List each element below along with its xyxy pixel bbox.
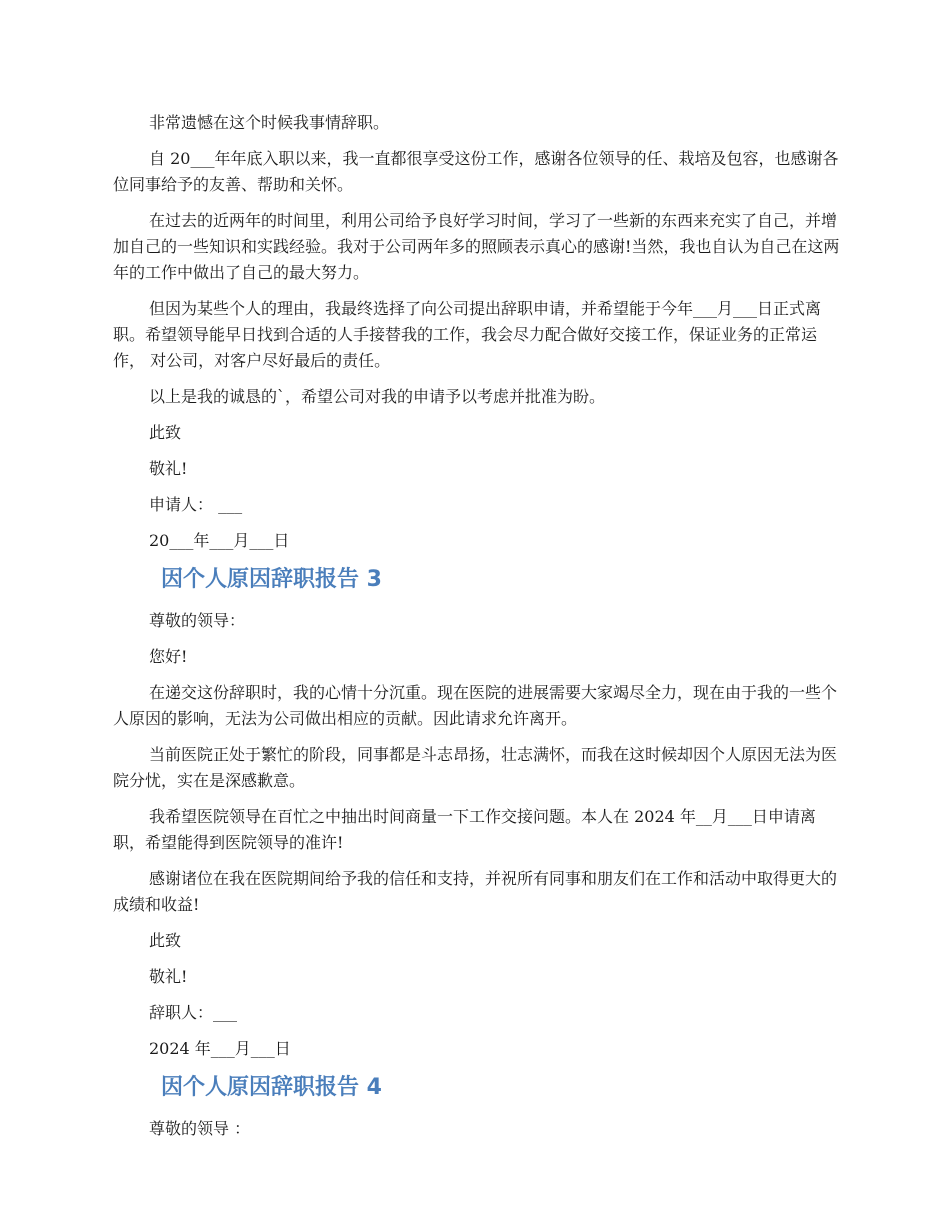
paragraph-regret: 非常遗憾在这个时候我事情辞职。: [149, 113, 390, 132]
date-line: 2024 年___月___日: [149, 1039, 291, 1058]
closing-cizhi: 此致: [149, 423, 182, 442]
section-heading-3: 因个人原因辞职报告 3: [161, 567, 382, 592]
section-heading-4: 因个人原因辞职报告 4: [161, 1075, 382, 1100]
paragraph-reason: 但因为某些个人的理由，我最终选择了向公司提出辞职申请，并希望能于今年___月___日正式离职。希望领导能早日找到合适的人手接替我的工作，我会尽力配合做好交接工作，保证业务的正常运作， 对公司，对客户尽好最后的责任。: [113, 299, 822, 370]
closing-jingli: 敬礼!: [149, 459, 188, 478]
paragraph-submission: 在递交这份辞职时，我的心情十分沉重。现在医院的进展需要大家竭尽全力，现在由于我的一些个人原因的影响，无法为公司做出相应的贡献。因此请求允许离开。: [113, 683, 838, 728]
salutation: 尊敬的领导 ：: [149, 1119, 251, 1138]
salutation: 尊敬的领导：: [149, 611, 246, 630]
paragraph-thanks: 感谢诸位在我在医院期间给予我的信任和支持，并祝所有同事和朋友们在工作和活动中取得更大的成绩和收益!: [113, 869, 838, 914]
resigner-line: 辞职人：___: [149, 1003, 238, 1022]
closing-cizhi: 此致: [149, 931, 182, 950]
paragraph-busy-period: 当前医院正处于繁忙的阶段，同事都是斗志昂扬，壮志满怀，而我在这时候却因个人原因无法为医院分忧，实在是深感歉意。: [113, 745, 838, 790]
document-body: [113, 110, 840, 1152]
paragraph-past-two-years: 在过去的近两年的时间里，利用公司给予良好学习时间，学习了一些新的东西来充实了自己，并增加自己的一些知识和实践经验。我对于公司两年多的照顾表示真心的感谢!当然，我也自认为自己在这两年的工作中做出了自己的最大努力。: [113, 211, 840, 282]
closing-jingli: 敬礼!: [149, 967, 188, 986]
applicant-line: 申请人： ___: [149, 495, 243, 514]
paragraph-sincere: 以上是我的诚恳的`，希望公司对我的申请予以考虑并批准为盼。: [149, 387, 606, 406]
paragraph-handover: 我希望医院领导在百忙之中抽出时间商量一下工作交接问题。本人在 2024 年__月___日申请离职，希望能得到医院领导的准许!: [113, 807, 816, 852]
paragraph-joined: 自 20___年年底入职以来，我一直都很享受这份工作，感谢各位领导的任、栽培及包容，也感谢各位同事给予的友善、帮助和关怀。: [113, 149, 839, 194]
greeting: 您好!: [149, 647, 188, 666]
date-line: 20___年___月___日: [149, 531, 290, 550]
